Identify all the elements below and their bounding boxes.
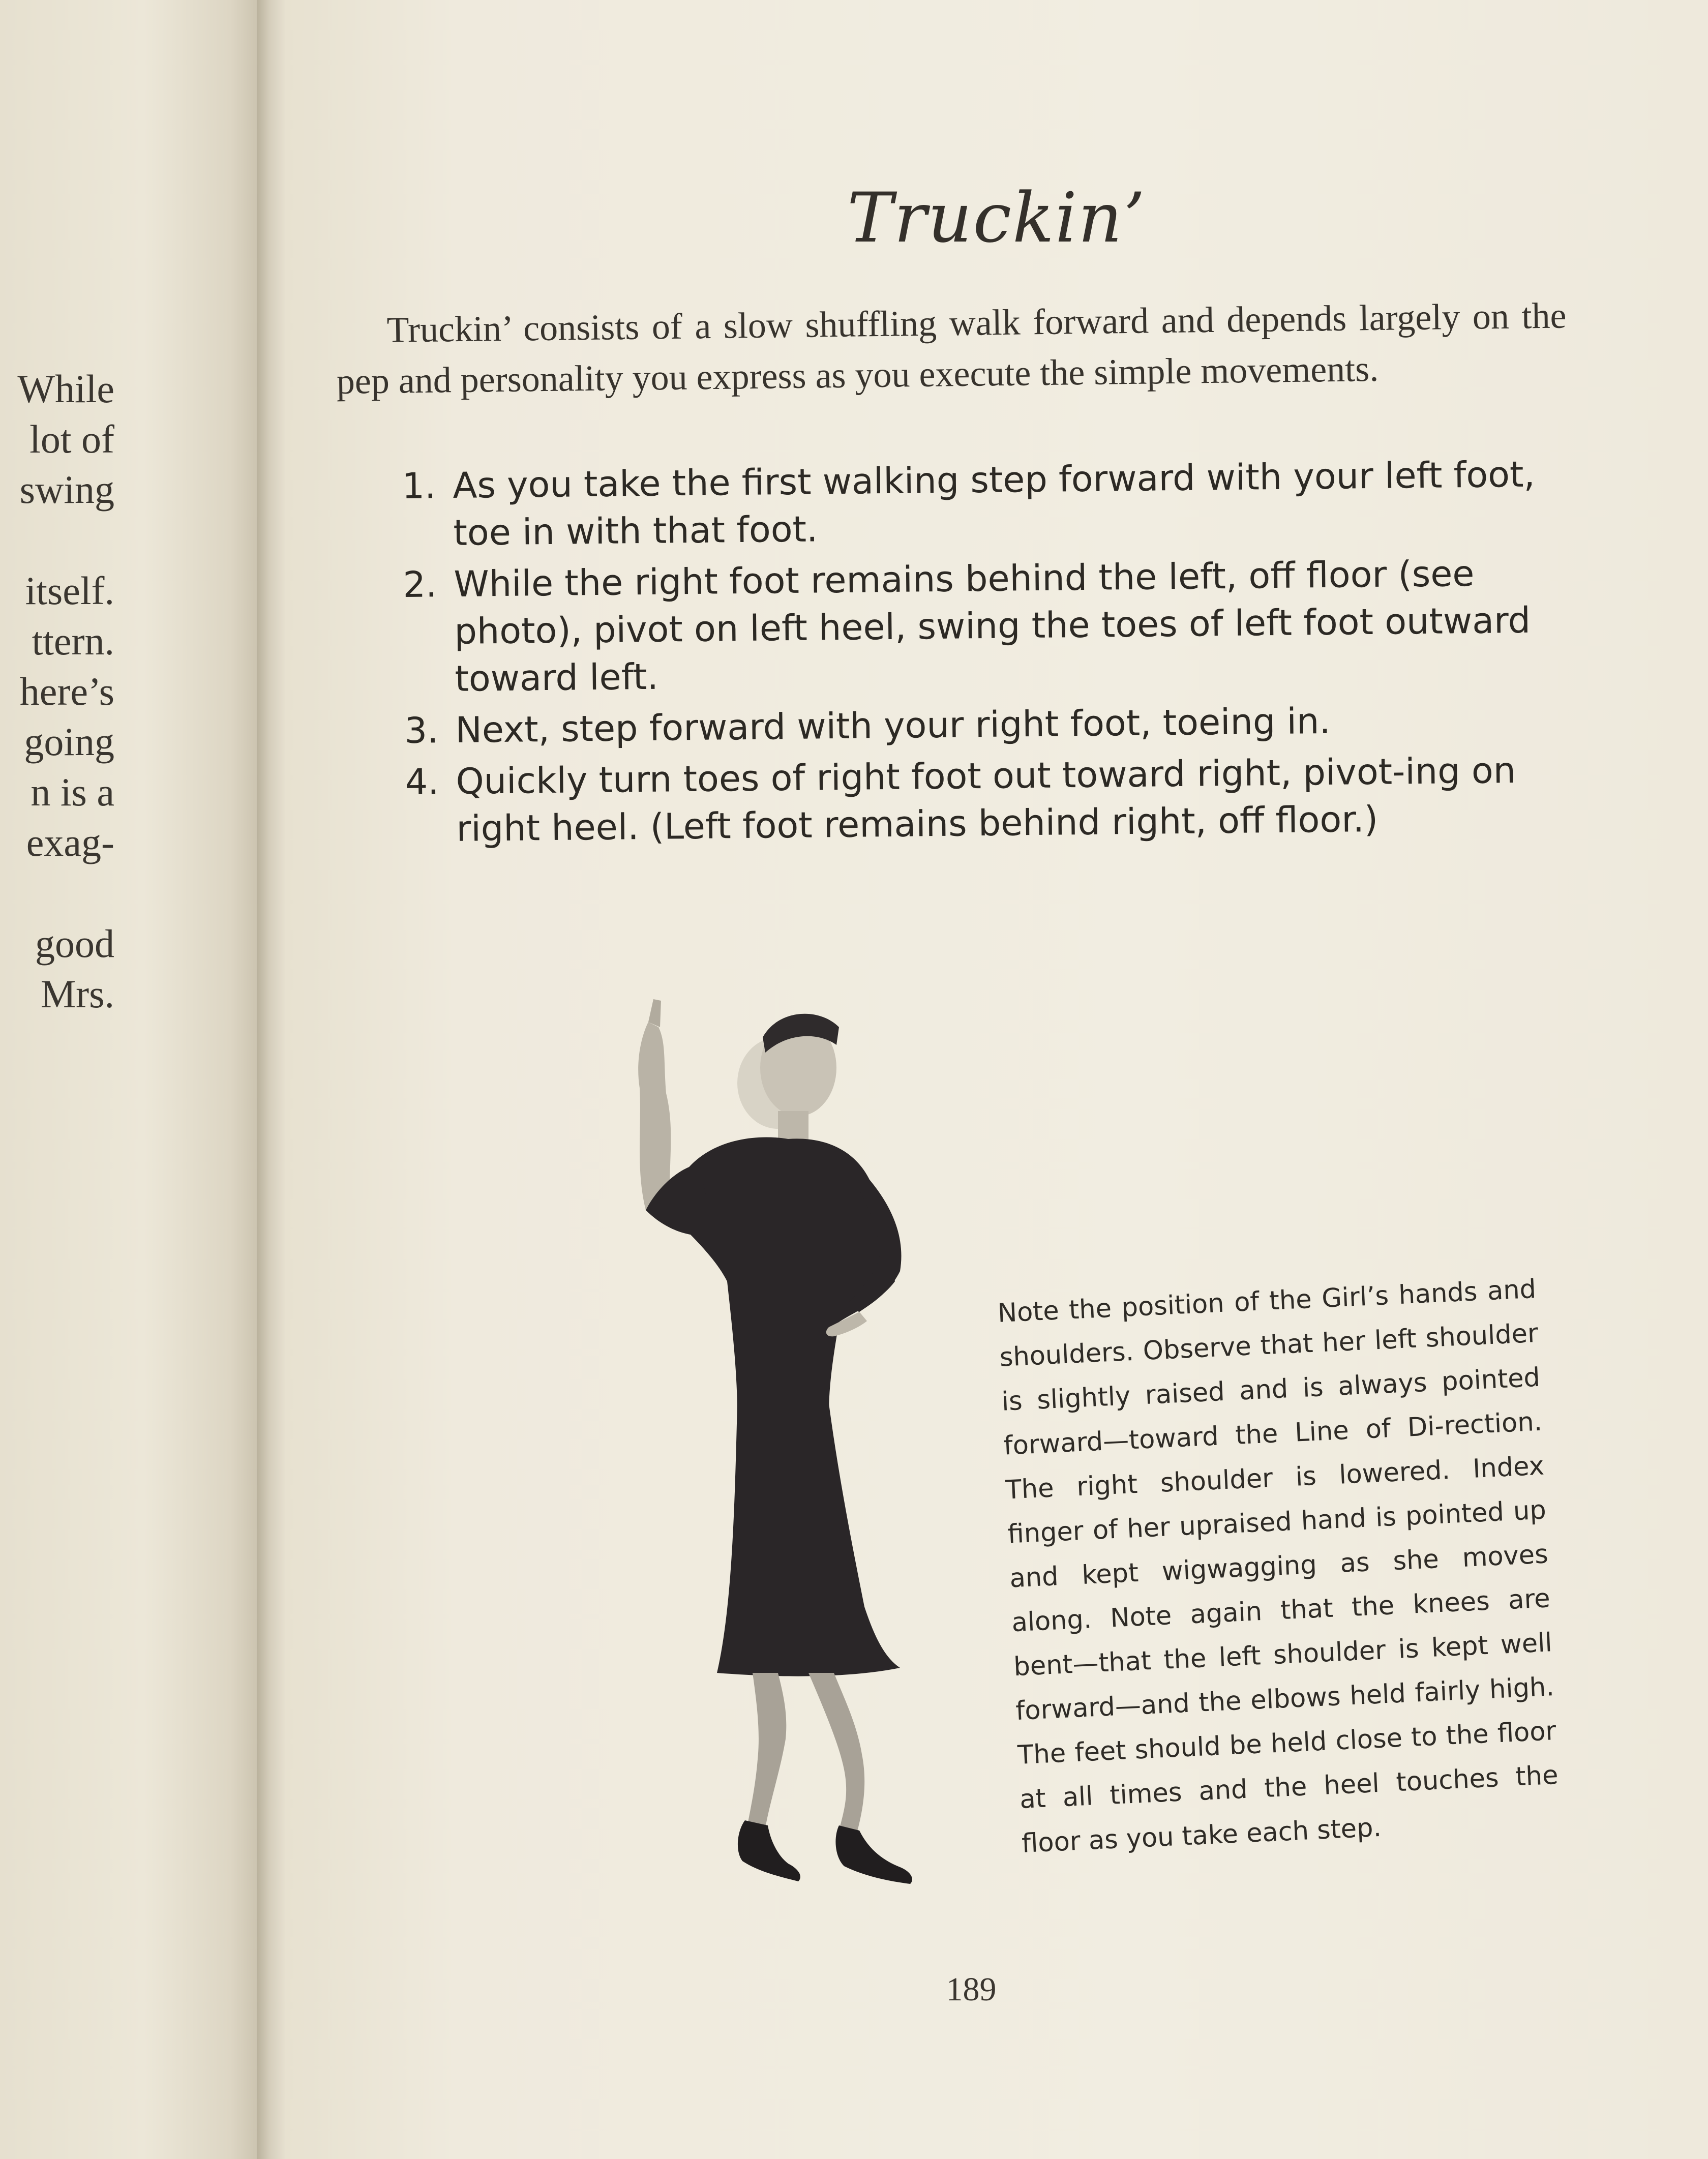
step-number: 1. <box>402 465 436 507</box>
left-line: exag- <box>26 820 114 864</box>
left-line <box>17 867 114 918</box>
dancer-left-shoe <box>738 1820 800 1881</box>
step-text: As you take the first walking step forward with your left foot, toe in with that foot. <box>453 453 1536 554</box>
step-text: Quickly turn toes of right foot out toward right, pivot-ing on right heel. (Left foot remains behind right, off floor.) <box>456 749 1516 850</box>
left-line: While <box>17 367 114 411</box>
left-page-text <box>17 364 114 1019</box>
right-page <box>285 0 1708 2159</box>
step-number: 2. <box>403 563 437 606</box>
dancer-dress-bodice <box>676 1137 895 1414</box>
dancer-left-leg <box>747 1673 786 1828</box>
step-item <box>404 695 1574 755</box>
dancer-right-shoe <box>835 1825 912 1884</box>
page-number: 189 <box>946 1971 997 2008</box>
step-text: While the right foot remains behind the left, off floor (see photo), pivot on left heel, swing the toes of left foot outward toward left. <box>454 552 1531 700</box>
steps-list <box>402 451 1575 857</box>
left-page <box>0 0 262 2159</box>
left-line: good <box>35 921 114 966</box>
step-item <box>402 451 1572 557</box>
page-title: Truckin’ <box>847 178 1146 258</box>
step-item <box>405 746 1575 853</box>
left-line: n is a <box>31 770 114 814</box>
dancer-right-leg <box>808 1673 864 1833</box>
step-text: Next, step forward with your right foot, toeing in. <box>455 700 1331 751</box>
left-line: ttern. <box>32 619 114 663</box>
photo-caption: Note the position of the Girl’s hands and shoulders. Observe that her left shoulder is slightly raised and is always pointed forward—toward the Line of Di-rection. The right shoulder is lowered. Index finger of her upraised hand is pointed up and kept wigwagging as she moves along. Note again that the knees are bent—that the left shoulder is kept well forward—and the elbows held fairly high. The feet should be held close to the floor at all times and the heel touches the floor as you take each step. <box>997 1274 1559 1859</box>
dancer-skirt <box>717 1403 900 1676</box>
left-line: lot of <box>29 417 114 461</box>
left-line: Mrs. <box>40 972 114 1016</box>
step-number: 3. <box>404 709 439 752</box>
left-line: itself. <box>25 568 114 613</box>
dancer-photo <box>453 997 1012 1892</box>
intro-paragraph: Truckin’ consists of a slow shuffling walk forward and depends largely on the pep and personality you express as you execute the simple movements. <box>336 295 1567 402</box>
left-line: here’s <box>19 669 114 713</box>
step-item <box>403 549 1574 703</box>
left-line: going <box>24 719 114 764</box>
left-line: swing <box>19 467 114 512</box>
left-line <box>17 515 114 565</box>
dancer-index-finger <box>648 999 661 1027</box>
step-number: 4. <box>405 761 439 803</box>
dancer-neck <box>778 1111 808 1142</box>
book-gutter <box>257 0 287 2159</box>
